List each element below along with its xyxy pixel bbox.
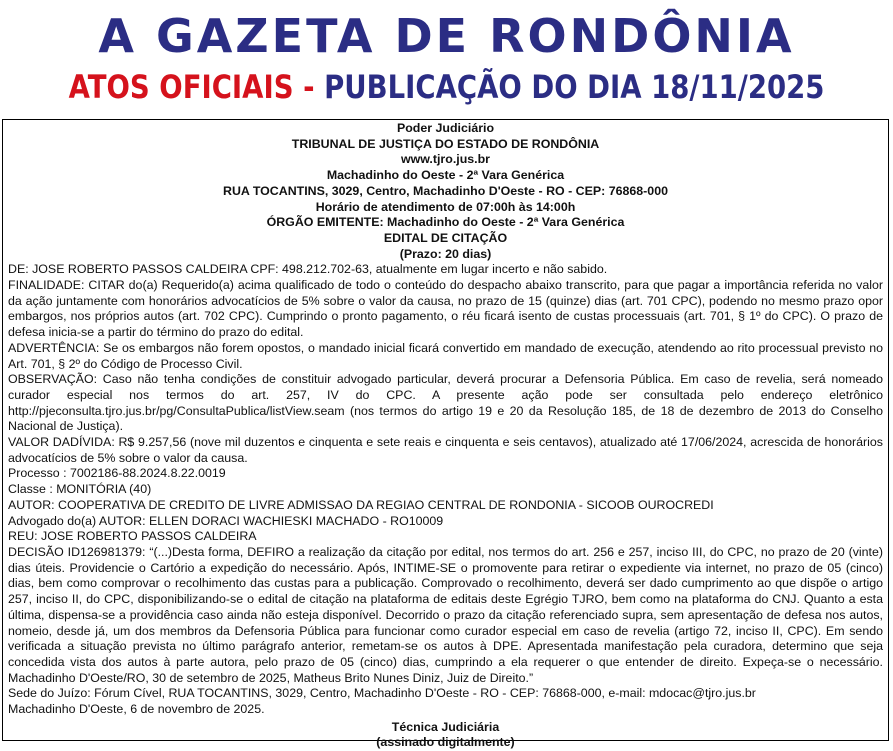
masthead [0, 0, 893, 118]
decision-paragraph: DECISÃO ID126981379: “(...)Desta forma, DEFIRO a realização da citação por edital, nos termos do art. 256 e 257, inciso III, do CPC, no prazo de 20 (vinte) dias úteis. Providencie o Cartório a expedição do necessário. Após, INTIME-SE o promovente para retirar o expediente via internet, no prazo de 05 (cinco) dias, bem como comprovar o recolhimento das custas para a publicação. Comprovado o recolhimento, deverá ser dado cumprimento ao que dispõe o artigo 257, inciso II, do CPC, disponibilizando-se o edital de citação na plataforma de editais deste Egrégio TJRO, bem como na plataforma do CNJ. Quanto a esta última, dispensa-se a providência caso ainda não esteja disponível. Decorrido o prazo da citação referenciado supra, sem apresentação de defesa nos autos, nomeio, desde já, um dos membros da Defensoria Pública para funcionar como curador especial em caso de revelia (artigo 72, inciso II, CPC). Em sendo verificada a situação prevista no último parágrafo anterior, remetam-se os autos à DPE. Apresentada manifestação pela curadora, determino que seja concedida vista dos autos à parte autora, pelo prazo de 05 (cinco) dias, cumprindo a ela requerer o que entender de direito. Expeça-se o necessário. Machadinho D'Oeste/RO, 30 de setembro de 2025, Matheus Brito Nunes Diniz, Juiz de Direito.” [8, 544, 883, 685]
debt-value-paragraph: VALOR DADÍVIDA: R$ 9.257,56 (nove mil duzentos e cinquenta e sete reais e cinquenta e seis centavos), atualizado até 17/06/2024, acrescida de honorários advocatícios de 5% sobre o valor da causa. [8, 435, 883, 465]
section-subheader [63, 64, 831, 110]
newspaper-title: A GAZETA DE RONDÔNIA [98, 9, 795, 63]
signature-note: (assinado digitalmente) [376, 735, 515, 750]
publication-date: PUBLICAÇÃO DO DIA 18/11/2025 [324, 68, 825, 106]
purpose-paragraph: FINALIDADE: CITAR do(a) Requerido(a) acima qualificado de todo o conteúdo do despacho abaixo transcrito, para que pagar a importância referida no valor da ação juntamente com honorários advocatícios de 5% sobre o valor da causa, no prazo de 15 (quinze) dias (art. 701 CPC), podendo no mesmo prazo opor embargos, nos próprios autos (art. 702 CPC). Cumprindo o pronto pagamento, o réu ficará isento de custas processuais (art. 701, § 1º do CPC). O prazo de defesa inicia-se a partir do término do prazo do edital. [8, 278, 883, 340]
observation-paragraph: OBSERVAÇÃO: Caso não tenha condições de constituir advogado particular, deverá procurar a Defensoria Pública. Em caso de revelia, será nomeado curador especial nos termos do art. 257, IV do CPC. A presente ação pode ser consultada pelo endereço eletrônico http://pjeconsulta.tjro.jus.br/pg/ConsultaPublica/listView.seam (nos termos do artigo 19 e 20 da Resolução 185, de 18 de dezembro de 2013 do Conselho Nacional de Justiça). [8, 372, 883, 434]
section-label: ATOS OFICIAIS [68, 68, 294, 106]
court-unit: Machadinho do Oeste - 2ª Vara Genérica [326, 168, 565, 183]
case-number: Processo : 7002186-88.2024.8.22.0019 [8, 466, 226, 481]
defendant: REU: JOSE ROBERTO PASSOS CALDEIRA [8, 529, 257, 544]
place-and-date: Machadinho D'Oeste, 6 de novembro de 2025. [8, 702, 265, 717]
office-hours: Horário de atendimento de 07:00h às 14:00h [315, 199, 576, 214]
plaintiff-lawyer: Advogado do(a) AUTOR: ELLEN DORACI WACHIESKI MACHADO - RO10009 [8, 513, 444, 528]
court-name: TRIBUNAL DE JUSTIÇA DO ESTADO DE RONDÔNIA [291, 136, 600, 151]
issuing-body: ÓRGÃO EMITENTE: Machadinho do Oeste - 2ª Vara Genérica [266, 215, 625, 230]
court-seat: Sede do Juízo: Fórum Cível, RUA TOCANTINS, 3029, Centro, Machadinho D'Oeste - RO - CEP: 76868-000, e-mail: mdocac@tjro.jus.br [8, 686, 756, 701]
signer-role: Técnica Judiciária [391, 719, 500, 734]
case-class: Classe : MONITÓRIA (40) [8, 482, 152, 497]
power-line: Poder Judiciário [396, 121, 495, 135]
warning-paragraph: ADVERTÊNCIA: Se os embargos não forem opostos, o mandado inicial ficará convertido em mandado de execução, atendendo ao rito processual previsto no Art. 701, § 2º do Código de Processo Civil. [8, 340, 883, 371]
court-address: RUA TOCANTINS, 3029, Centro, Machadinho D'Oeste - RO - CEP: 76868-000 [223, 183, 668, 198]
document-title: EDITAL DE CITAÇÃO [383, 230, 508, 245]
official-notice-box [2, 119, 889, 750]
plaintiff: AUTOR: COOPERATIVA DE CREDITO DE LIVRE ADMISSAO DA REGIAO CENTRAL DE RONDONIA - SICOOB OUROCREDI [8, 497, 714, 512]
section-separator: - [303, 68, 315, 106]
notice-term: (Prazo: 20 dias) [399, 246, 492, 261]
court-website: www.tjro.jus.br [400, 152, 491, 167]
addressee-paragraph: DE: JOSE ROBERTO PASSOS CALDEIRA CPF: 498.212.702-63, atualmente em lugar incerto e não sabido. [8, 262, 608, 277]
